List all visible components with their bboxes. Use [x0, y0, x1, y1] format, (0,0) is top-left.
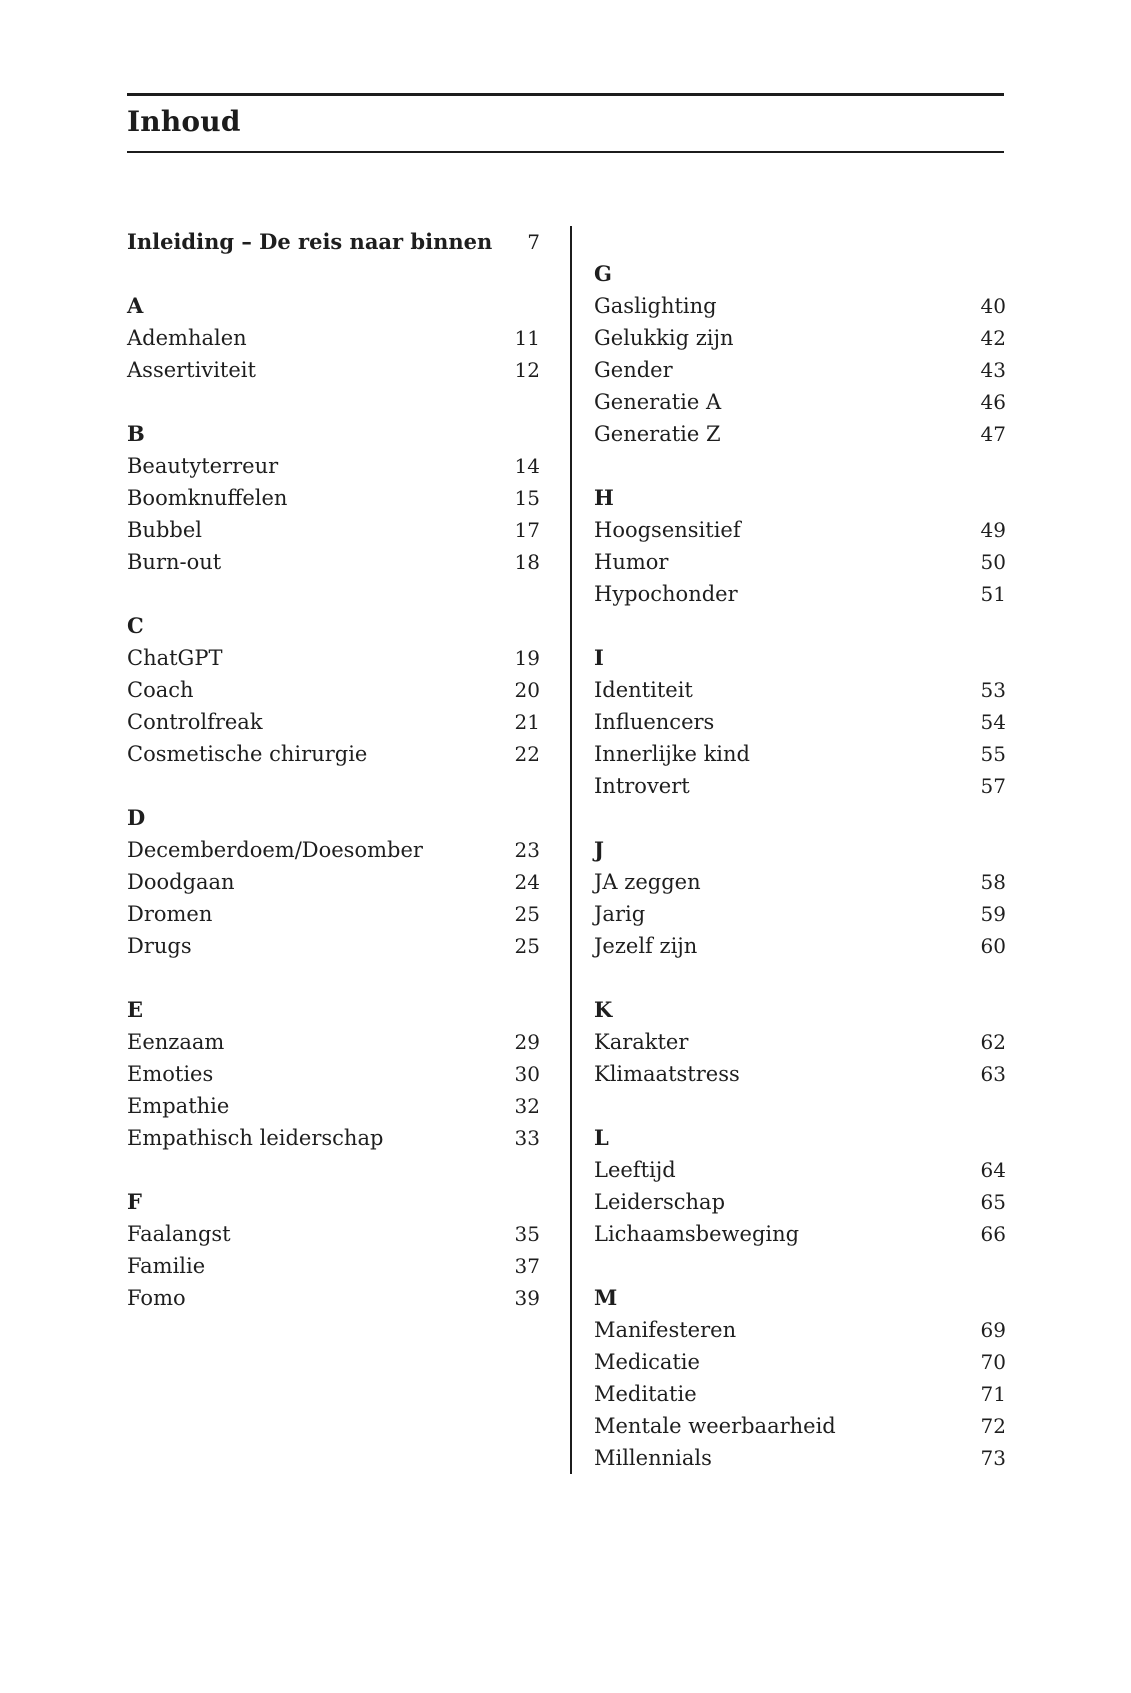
- toc-section-l: [594, 1122, 1006, 1250]
- toc-entry-label: Beautyterreur: [127, 454, 279, 478]
- section-letter: H: [594, 485, 614, 510]
- toc-section-k: [594, 994, 1006, 1090]
- toc-entry: [127, 866, 540, 898]
- toc-entry-page: 14: [514, 454, 540, 478]
- toc-entry-page: 50: [980, 550, 1006, 574]
- toc-entry-label: Millennials: [594, 1446, 712, 1470]
- toc-section-d: [127, 802, 540, 962]
- toc-entry-label: Manifesteren: [594, 1318, 737, 1342]
- toc-entry-page: 39: [514, 1286, 540, 1310]
- toc-entry-label: Introvert: [594, 774, 690, 798]
- toc-column-right: [594, 226, 1006, 1474]
- toc-entry: [594, 514, 1006, 546]
- toc-entry-page: 33: [514, 1126, 540, 1150]
- toc-entry-page: 25: [514, 934, 540, 958]
- toc-entry-page: 24: [514, 870, 540, 894]
- toc-entry: [594, 1378, 1006, 1410]
- toc-entry: [127, 450, 540, 482]
- toc-entry-label: Gaslighting: [594, 294, 717, 318]
- toc-entry: [594, 930, 1006, 962]
- toc-entry-page: 23: [514, 838, 540, 862]
- toc-entry: [127, 1122, 540, 1154]
- section-letter: J: [594, 837, 604, 862]
- toc-entry-page: 37: [514, 1254, 540, 1278]
- toc-entry: [594, 1026, 1006, 1058]
- toc-entry-label: Hypochonder: [594, 582, 738, 606]
- toc-section-c: [127, 610, 540, 770]
- toc-entry-page: 62: [980, 1030, 1006, 1054]
- toc-section-i: [594, 642, 1006, 802]
- toc-entry-page: 64: [980, 1158, 1006, 1182]
- toc-section-b: [127, 418, 540, 578]
- toc-entry-label: JA zeggen: [594, 870, 701, 894]
- toc-entry-page: 73: [980, 1446, 1006, 1470]
- toc-entry-label: Humor: [594, 550, 669, 574]
- toc-entry: [594, 1154, 1006, 1186]
- toc-entry: [594, 1058, 1006, 1090]
- toc-entry-label: Karakter: [594, 1030, 689, 1054]
- section-letter: C: [127, 613, 144, 638]
- toc-entry: [594, 1218, 1006, 1250]
- toc-entry-label: Empathisch leiderschap: [127, 1126, 384, 1150]
- toc-sections-right: [594, 258, 1006, 1474]
- toc-entry-page: 29: [514, 1030, 540, 1054]
- toc-entry-page: 53: [980, 678, 1006, 702]
- toc-entry-page: 46: [980, 390, 1006, 414]
- toc-entry: [594, 322, 1006, 354]
- toc-entry-label: Jarig: [594, 902, 646, 926]
- section-letter: K: [594, 997, 613, 1022]
- toc-entry-label: Generatie A: [594, 390, 722, 414]
- toc-entry-label: Coach: [127, 678, 194, 702]
- toc-entry: [127, 482, 540, 514]
- toc-entry-page: 22: [514, 742, 540, 766]
- toc-entry-label: Bubbel: [127, 518, 202, 542]
- toc-entry: [594, 1314, 1006, 1346]
- toc-entry-page: 55: [980, 742, 1006, 766]
- toc-entry-page: 30: [514, 1062, 540, 1086]
- toc-page: [0, 93, 1131, 1693]
- toc-entry: [127, 706, 540, 738]
- toc-entry: [127, 1282, 540, 1314]
- toc-entry: [594, 546, 1006, 578]
- toc-entry-page: 69: [980, 1318, 1006, 1342]
- toc-entry-page: 47: [980, 422, 1006, 446]
- toc-entry: [594, 738, 1006, 770]
- section-letter: B: [127, 421, 145, 446]
- toc-entry-page: 25: [514, 902, 540, 926]
- toc-section-g: [594, 258, 1006, 450]
- toc-entry: [594, 770, 1006, 802]
- section-letter: L: [594, 1125, 609, 1150]
- toc-entry-page: 18: [514, 550, 540, 574]
- toc-entry-label: Fomo: [127, 1286, 186, 1310]
- section-letter: G: [594, 261, 612, 286]
- toc-entry-label: Leeftijd: [594, 1158, 676, 1182]
- toc-entry-label: Hoogsensitief: [594, 518, 741, 542]
- toc-entry-page: 58: [980, 870, 1006, 894]
- toc-section-m: [594, 1282, 1006, 1474]
- toc-entry-page: 32: [514, 1094, 540, 1118]
- column-divider-rule: [570, 226, 572, 1474]
- toc-entry: [127, 546, 540, 578]
- toc-section-j: [594, 834, 1006, 962]
- section-letter: I: [594, 645, 604, 670]
- toc-entry-page: 12: [514, 358, 540, 382]
- toc-entry-label: Inleiding – De reis naar binnen: [127, 229, 493, 254]
- section-letter: D: [127, 805, 146, 830]
- toc-entry-label: Medicatie: [594, 1350, 700, 1374]
- toc-entry: [594, 674, 1006, 706]
- toc-entry: [127, 1218, 540, 1250]
- toc-entry: [127, 738, 540, 770]
- toc-entry-label: Influencers: [594, 710, 715, 734]
- toc-section-h: [594, 482, 1006, 610]
- toc-entry-label: Drugs: [127, 934, 192, 958]
- toc-entry-page: 19: [514, 646, 540, 670]
- toc-entry-label: Meditatie: [594, 1382, 697, 1406]
- section-letter: F: [127, 1189, 142, 1214]
- toc-entry-label: Emoties: [127, 1062, 214, 1086]
- toc-entry-page: 35: [514, 1222, 540, 1246]
- toc-entry: [127, 674, 540, 706]
- toc-section-f: [127, 1186, 540, 1314]
- toc-entry-label: Mentale weerbaarheid: [594, 1414, 836, 1438]
- toc-entry-page: 49: [980, 518, 1006, 542]
- toc-entry: [594, 418, 1006, 450]
- toc-entry-label: Cosmetische chirurgie: [127, 742, 368, 766]
- toc-entry: [594, 354, 1006, 386]
- toc-entry: [594, 1442, 1006, 1474]
- toc-entry-page: 21: [514, 710, 540, 734]
- toc-entry: [594, 1186, 1006, 1218]
- toc-entry: [127, 1250, 540, 1282]
- toc-entry-page: 60: [980, 934, 1006, 958]
- toc-entry-label: Doodgaan: [127, 870, 235, 894]
- toc-entry-page: 70: [980, 1350, 1006, 1374]
- toc-entry: [594, 866, 1006, 898]
- toc-columns: [127, 226, 1004, 1474]
- toc-entry: [127, 834, 540, 866]
- toc-entry-page: 51: [980, 582, 1006, 606]
- toc-entry: [127, 1058, 540, 1090]
- page-header: [127, 93, 1004, 153]
- toc-entry-page: 7: [527, 230, 540, 254]
- toc-entry-page: 54: [980, 710, 1006, 734]
- toc-entry-page: 11: [514, 326, 540, 350]
- toc-entry-page: 57: [980, 774, 1006, 798]
- toc-entry: [594, 578, 1006, 610]
- toc-entry-label: Assertiviteit: [127, 358, 256, 382]
- toc-sections-left: [127, 290, 540, 1314]
- toc-entry-label: Eenzaam: [127, 1030, 225, 1054]
- toc-entry: [127, 1090, 540, 1122]
- toc-entry: [127, 898, 540, 930]
- toc-section-e: [127, 994, 540, 1154]
- toc-entry-page: 42: [980, 326, 1006, 350]
- toc-entry-label: Lichaamsbeweging: [594, 1222, 800, 1246]
- toc-entry-label: Decemberdoem/Doesomber: [127, 838, 423, 862]
- toc-entry-label: Burn-out: [127, 550, 222, 574]
- toc-entry-label: Empathie: [127, 1094, 230, 1118]
- toc-entry: [594, 386, 1006, 418]
- toc-entry-label: Faalangst: [127, 1222, 231, 1246]
- toc-entry: [594, 706, 1006, 738]
- toc-entry-page: 15: [514, 486, 540, 510]
- toc-column-left: [127, 226, 540, 1474]
- toc-entry-label: Jezelf zijn: [594, 934, 698, 958]
- toc-entry: [127, 354, 540, 386]
- toc-entry-label: Generatie Z: [594, 422, 721, 446]
- toc-entry-label: Innerlijke kind: [594, 742, 750, 766]
- page-title: Inhoud: [127, 105, 241, 138]
- toc-entry-label: Controlfreak: [127, 710, 263, 734]
- toc-entry-page: 20: [514, 678, 540, 702]
- toc-entry-page: 63: [980, 1062, 1006, 1086]
- toc-entry-page: 40: [980, 294, 1006, 318]
- toc-entry-inleiding: [127, 226, 540, 258]
- toc-entry: [594, 290, 1006, 322]
- toc-entry: [127, 514, 540, 546]
- toc-entry-page: 72: [980, 1414, 1006, 1438]
- toc-entry: [127, 930, 540, 962]
- section-letter: A: [127, 293, 144, 318]
- toc-entry-label: Leiderschap: [594, 1190, 726, 1214]
- toc-entry-page: 17: [514, 518, 540, 542]
- toc-entry-page: 65: [980, 1190, 1006, 1214]
- toc-entry-label: Boomknuffelen: [127, 486, 288, 510]
- toc-entry-label: ChatGPT: [127, 646, 223, 670]
- toc-entry-label: Identiteit: [594, 678, 693, 702]
- toc-section-a: [127, 290, 540, 386]
- toc-entry: [594, 1410, 1006, 1442]
- toc-entry-label: Dromen: [127, 902, 213, 926]
- toc-entry: [127, 642, 540, 674]
- toc-entry-label: Familie: [127, 1254, 206, 1278]
- toc-entry-page: 66: [980, 1222, 1006, 1246]
- toc-entry-page: 71: [980, 1382, 1006, 1406]
- section-letter: E: [127, 997, 144, 1022]
- toc-entry: [127, 1026, 540, 1058]
- toc-entry-label: Gender: [594, 358, 673, 382]
- toc-entry: [594, 1346, 1006, 1378]
- toc-entry-label: Gelukkig zijn: [594, 326, 734, 350]
- toc-entry-page: 43: [980, 358, 1006, 382]
- section-letter: M: [594, 1285, 618, 1310]
- toc-entry: [594, 898, 1006, 930]
- toc-entry-label: Klimaatstress: [594, 1062, 740, 1086]
- toc-entry-page: 59: [980, 902, 1006, 926]
- toc-entry: [127, 322, 540, 354]
- toc-entry-label: Ademhalen: [127, 326, 247, 350]
